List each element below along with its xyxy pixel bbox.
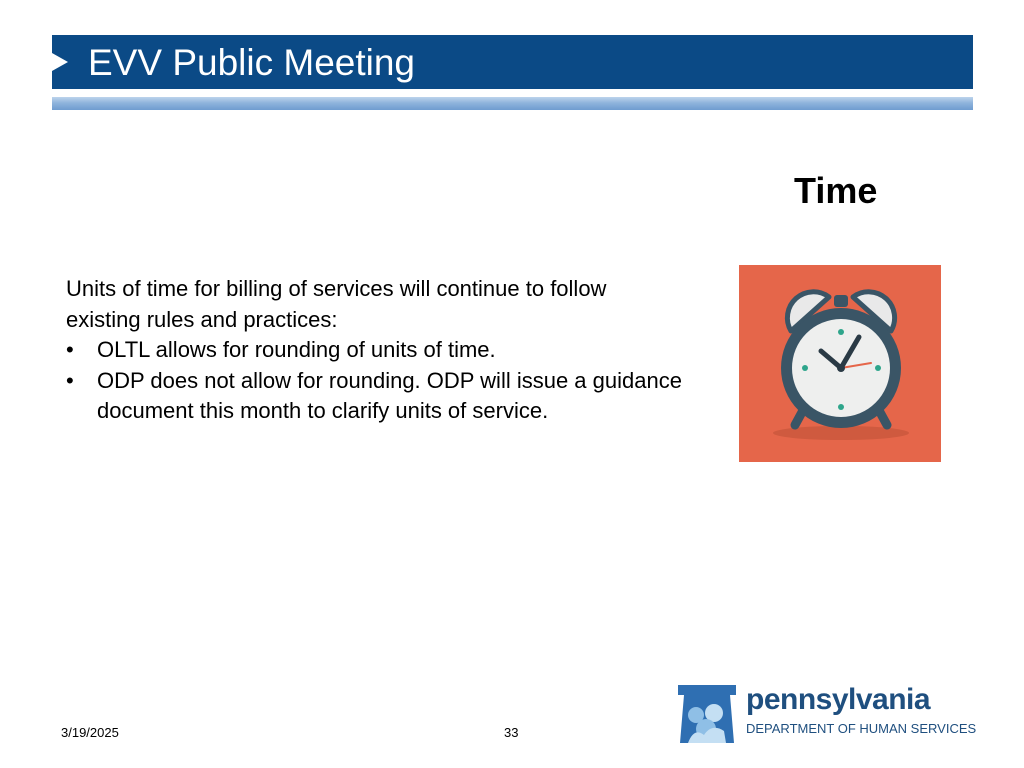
intro-line-2: existing rules and practices: [66, 306, 338, 332]
footer-date: 3/19/2025 [61, 725, 119, 740]
bullet-marker: • [66, 337, 74, 362]
title-arrow-icon [52, 53, 68, 71]
logo-department: DEPARTMENT OF HUMAN SERVICES [746, 721, 977, 736]
bullet-text: ODP does not allow for rounding. ODP will issue a guidance document this month to clarify units of service. [97, 367, 682, 423]
intro-line-1: Units of time for billing of services will continue to follow [66, 276, 607, 301]
body-text [66, 274, 716, 427]
slide-title: EVV Public Meeting [88, 42, 416, 83]
intro-text [66, 274, 716, 335]
page-number: 33 [504, 725, 519, 740]
title-underline-bar [52, 97, 973, 110]
section-heading: Time [794, 170, 878, 211]
bullet-text: OLTL allows for rounding of units of time. [97, 337, 496, 362]
bullet-item [66, 335, 716, 366]
bullet-marker: • [66, 367, 74, 393]
alarm-clock-image [739, 265, 941, 462]
alarm-clock-icon [739, 265, 941, 462]
keystone-icon [674, 683, 740, 745]
logo-name: pennsylvania [746, 683, 931, 716]
bullet-item [66, 366, 716, 427]
pa-dhs-logo [674, 683, 979, 745]
